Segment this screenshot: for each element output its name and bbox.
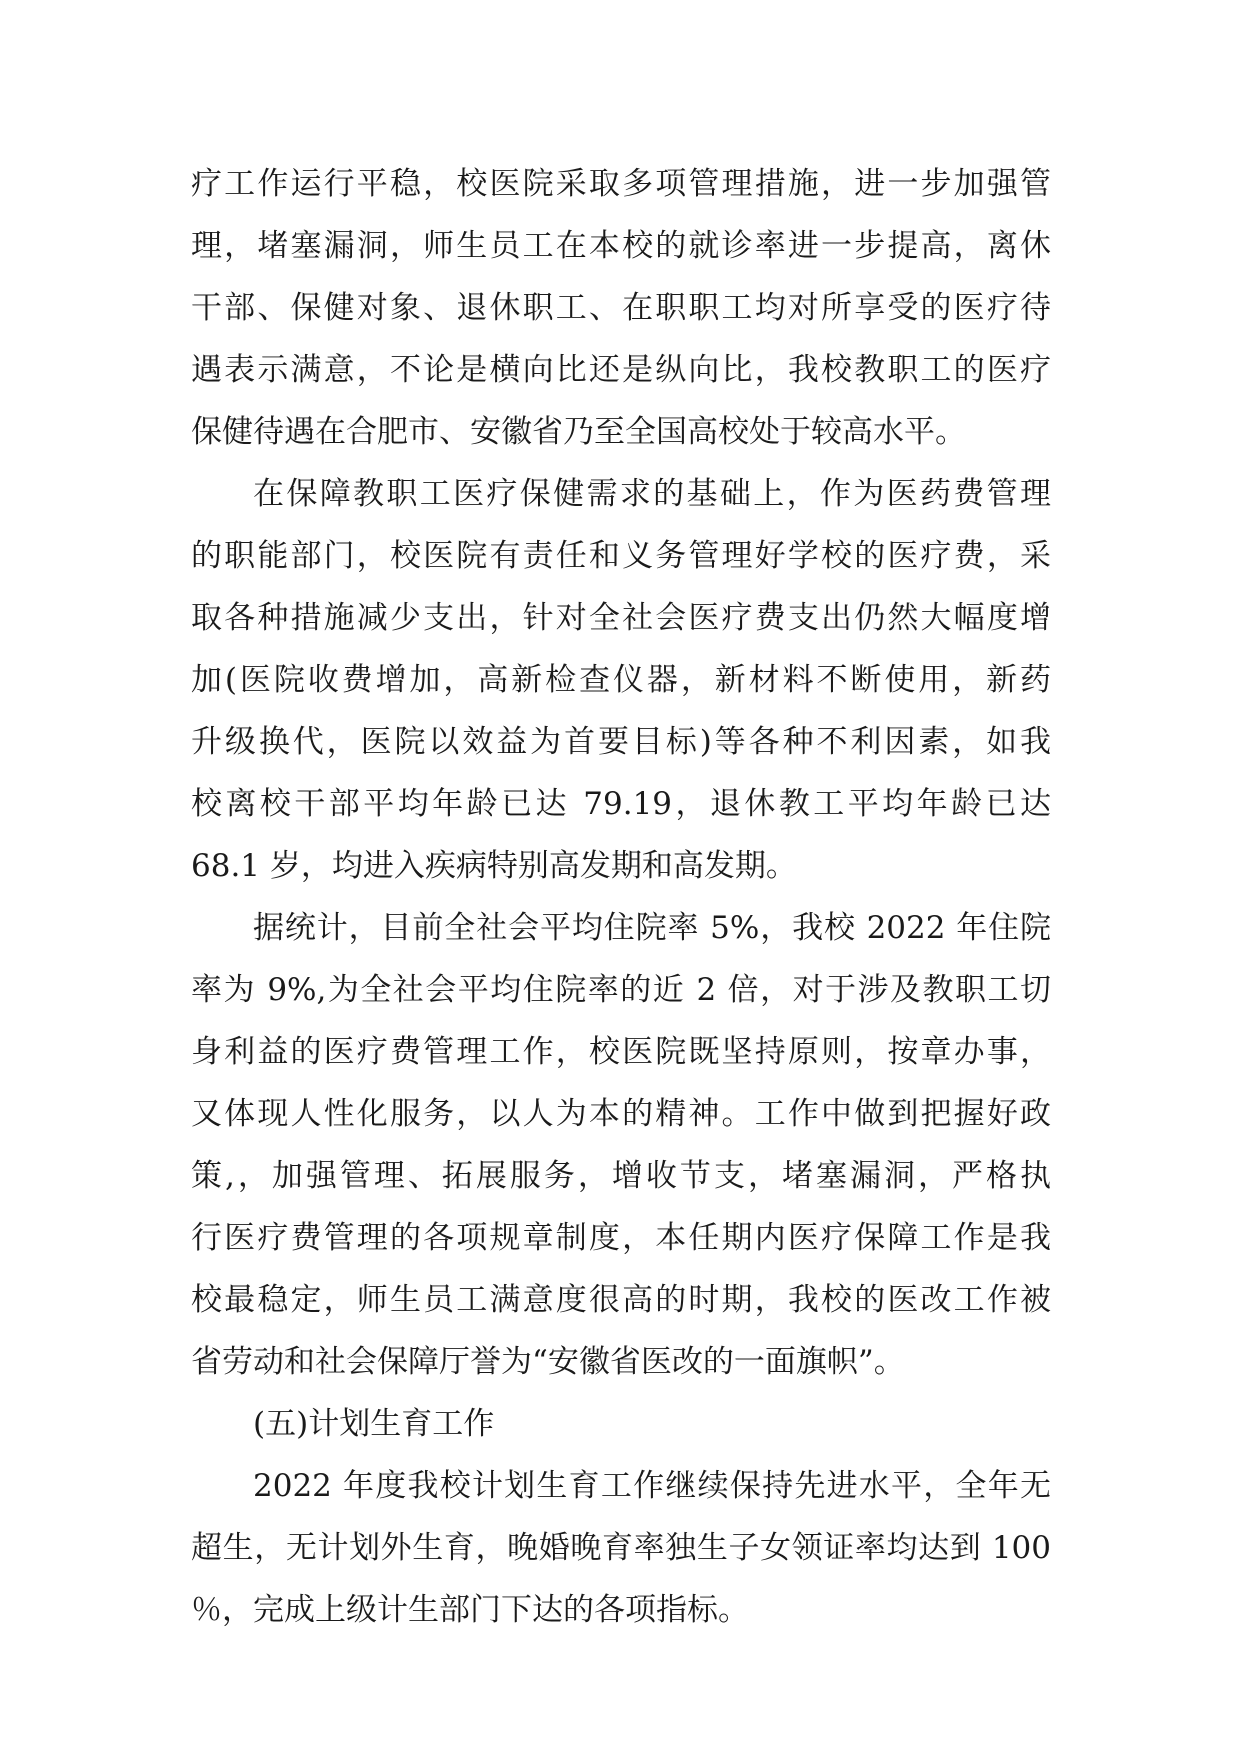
paragraph-first-line: 在保障教职工医疗保健需求的基础上，作为医药费管理 (253, 476, 1051, 512)
text-line: 遇表示满意，不论是横向比还是纵向比，我校教职工的医疗 (191, 352, 1051, 388)
text-line: 保健待遇在合肥市、安徽省乃至全国高校处于较高水平。 (191, 414, 966, 450)
text-line: 又体现人性化服务，以人为本的精神。工作中做到把握好政 (191, 1096, 1051, 1132)
text-line: 疗工作运行平稳，校医院采取多项管理措施，进一步加强管 (191, 166, 1051, 202)
text-line: 加(医院收费增加，高新检查仪器，新材料不断使用，新药 (191, 662, 1051, 698)
text-line: 身利益的医疗费管理工作，校医院既坚持原则，按章办事， (191, 1034, 1051, 1070)
text-line: 的职能部门，校医院有责任和义务管理好学校的医疗费，采 (191, 538, 1051, 574)
text-line: 干部、保健对象、退休职工、在职职工均对所享受的医疗待 (191, 290, 1051, 326)
paragraph-first-line: 2022 年度我校计划生育工作继续保持先进水平，全年无 (253, 1468, 1051, 1504)
text-line: 校离校干部平均年龄已达 79.19，退休教工平均年龄已达 (191, 786, 1051, 822)
text-line: 行医疗费管理的各项规章制度，本任期内医疗保障工作是我 (191, 1220, 1051, 1256)
paragraph-first-line: 据统计，目前全社会平均住院率 5%，我校 2022 年住院 (253, 910, 1051, 946)
text-line: 取各种措施减少支出，针对全社会医疗费支出仍然大幅度增 (191, 600, 1051, 636)
text-line: 理，堵塞漏洞，师生员工在本校的就诊率进一步提高，离休 (191, 228, 1051, 264)
text-line: 68.1 岁，均进入疾病特别高发期和高发期。 (191, 848, 797, 884)
text-line: 省劳动和社会保障厅誉为“安徽省医改的一面旗帜”。 (191, 1344, 905, 1380)
text-line: 策,，加强管理、拓展服务，增收节支，堵塞漏洞，严格执 (191, 1158, 1051, 1194)
text-line: 率为 9%,为全社会平均住院率的近 2 倍，对于涉及教职工切 (191, 972, 1051, 1008)
text-line: ％，完成上级计生部门下达的各项指标。 (191, 1592, 749, 1628)
body-text (191, 153, 1051, 1641)
text-line: 超生，无计划外生育，晚婚晚育率独生子女领证率均达到 100 (191, 1530, 1051, 1566)
text-line: 校最稳定，师生员工满意度很高的时期，我校的医改工作被 (191, 1282, 1051, 1318)
section-heading: (五)计划生育工作 (253, 1406, 495, 1442)
text-line: 升级换代，医院以效益为首要目标)等各种不利因素，如我 (191, 724, 1051, 760)
